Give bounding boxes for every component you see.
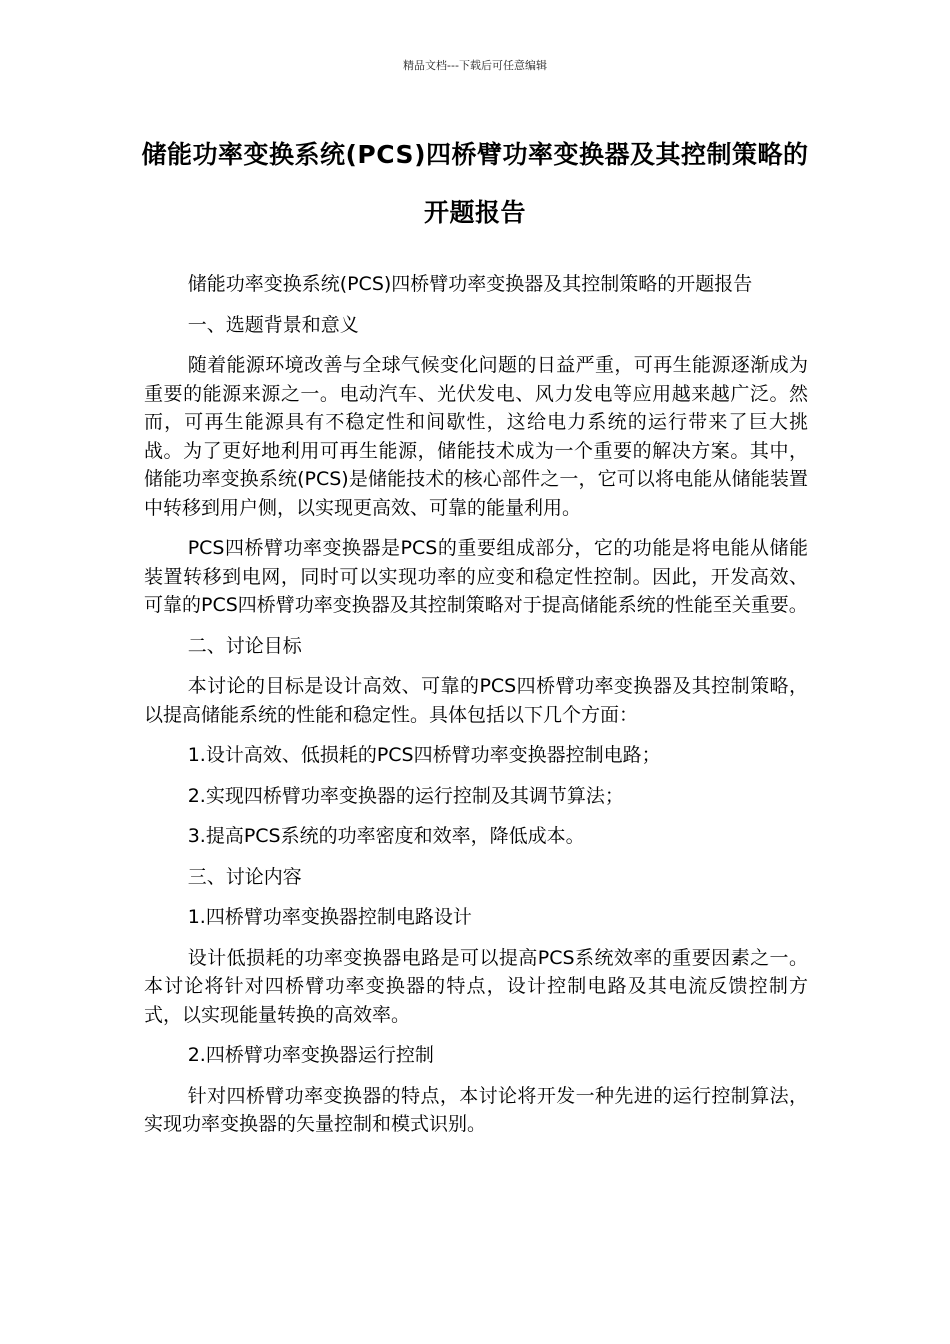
- document-title: 储能功率变换系统(PCS)四桥臂功率变换器及其控制策略的开题报告: [141, 140, 809, 227]
- page-header-note: 精品文档---下载后可任意编辑: [403, 59, 547, 72]
- body-paragraph: 随着能源环境改善与全球气候变化问题的日益严重，可再生能源逐渐成为重要的能源来源之一。电动汽车、光伏发电、风力发电等应用越来越广泛。然而，可再生能源具有不稳定性和间歇性，这给电力系统的运行带来了巨大挑战。为了更好地利用可再生能源，储能技术成为一个重要的解决方案。其中，储能功率变换系统(PCS)是储能技术的核心部件之一，它可以将电能从储能装置中转移到用户侧，以实现更高效、可靠的能量利用。: [144, 354, 808, 519]
- body-paragraph: 本讨论的目标是设计高效、可靠的PCS四桥臂功率变换器及其控制策略，以提高储能系统的性能和稳定性。具体包括以下几个方面：: [144, 675, 808, 726]
- body-paragraph: 设计低损耗的功率变换器电路是可以提高PCS系统效率的重要因素之一。本讨论将针对四桥臂功率变换器的特点，设计控制电路及其电流反馈控制方式，以实现能量转换的高效率。: [144, 946, 808, 1026]
- list-item: 3.提高PCS系统的功率密度和效率，降低成本。: [187, 825, 585, 847]
- section-heading: 二、讨论目标: [187, 634, 302, 657]
- subsection-heading: 1.四桥臂功率变换器控制电路设计: [187, 906, 472, 928]
- subsection-heading: 2.四桥臂功率变换器运行控制: [187, 1044, 434, 1066]
- body-paragraph: 针对四桥臂功率变换器的特点，本讨论将开发一种先进的运行控制算法，实现功率变换器的矢量控制和模式识别。: [144, 1084, 808, 1135]
- section-heading: 一、选题背景和意义: [187, 313, 359, 336]
- body-paragraph: 储能功率变换系统(PCS)四桥臂功率变换器及其控制策略的开题报告: [187, 273, 753, 295]
- list-item: 1.设计高效、低损耗的PCS四桥臂功率变换器控制电路；: [187, 744, 661, 766]
- body-paragraph: PCS四桥臂功率变换器是PCS的重要组成部分，它的功能是将电能从储能装置转移到电网，同时可以实现功率的应变和稳定性控制。因此，开发高效、可靠的PCS四桥臂功率变换器及其控制策略对于提高储能系统的性能至关重要。: [144, 537, 808, 616]
- list-item: 2.实现四桥臂功率变换器的运行控制及其调节算法；: [187, 784, 624, 807]
- document-body: [144, 270, 808, 1151]
- section-heading: 三、讨论内容: [187, 865, 302, 888]
